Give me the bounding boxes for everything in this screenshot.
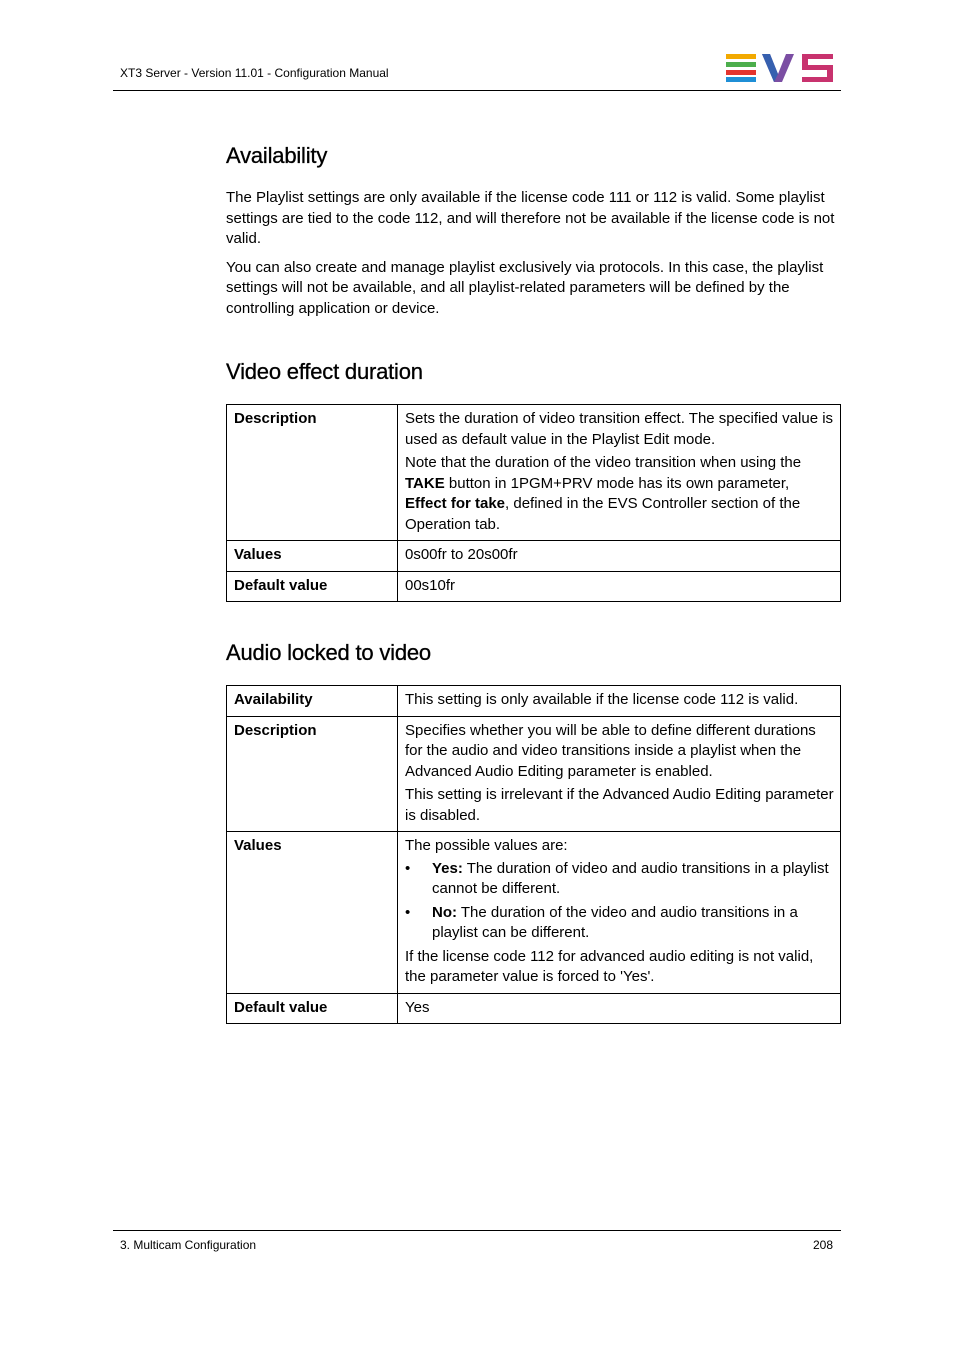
- value-label: Yes:: [432, 859, 463, 877]
- row-value-default-value: 00s10fr: [398, 571, 841, 602]
- row-key-description: Description: [227, 716, 398, 832]
- video-effect-duration-heading: Video effect duration: [226, 359, 423, 384]
- table-row: [227, 716, 841, 832]
- page-number: 208: [812, 1238, 833, 1252]
- take-button-ref: TAKE: [405, 474, 445, 492]
- availability-heading: Availability: [226, 143, 328, 168]
- list-item: [405, 859, 834, 900]
- values-outro: If the license code 112 for advanced audio editing is not valid, the parameter value is forced to 'Yes'.: [405, 947, 814, 985]
- effect-for-take-ref: Effect for take: [405, 495, 506, 512]
- row-value-description: [398, 405, 841, 541]
- row-value-values: [398, 832, 841, 994]
- value-text: The duration of the video and audio transitions in a playlist can be different.: [432, 903, 798, 941]
- value-label: No:: [432, 903, 457, 921]
- availability-paragraph-1: The Playlist settings are only available if the license code 111 or 112 is valid. Some playlist settings are tied to the code 112, and will therefore not be available if the license code is not valid.: [226, 189, 835, 247]
- table-row: [227, 541, 841, 572]
- table-row: [227, 571, 841, 602]
- evs-logo: [726, 54, 834, 82]
- page-content: [226, 140, 841, 1024]
- footer-divider: [113, 1230, 841, 1231]
- footer-section-name: 3. Multicam Configuration: [120, 1238, 257, 1252]
- audio-locked-to-video-heading: Audio locked to video: [226, 640, 431, 665]
- table-row: [227, 405, 841, 541]
- description-text-1: Sets the duration of video transition effect. The specified value is used as default value in the Playlist Edit mode.: [405, 410, 834, 448]
- row-key-availability: Availability: [227, 686, 398, 717]
- description-text-1: Specifies whether you will be able to define different durations for the audio and video transitions inside a playlist when the Advanced Audio Editing parameter is enabled.: [405, 721, 816, 780]
- value-text: The duration of video and audio transitions in a playlist cannot be different.: [432, 859, 829, 897]
- row-key-values: Values: [227, 541, 398, 572]
- description-text-2: This setting is irrelevant if the Advanced Audio Editing parameter is disabled.: [405, 786, 834, 824]
- list-item: [405, 903, 834, 944]
- row-value-values: 0s00fr to 20s00fr: [398, 541, 841, 572]
- bullet-icon: •: [405, 859, 411, 877]
- row-key-description: Description: [227, 405, 398, 541]
- audio-locked-to-video-table: [226, 685, 841, 1024]
- bullet-icon: •: [405, 903, 411, 921]
- table-row: [227, 993, 841, 1024]
- row-key-default-value: Default value: [227, 571, 398, 602]
- values-list: [405, 859, 834, 944]
- table-row: [227, 686, 841, 717]
- row-key-default-value: Default value: [227, 993, 398, 1024]
- description-text-2: Note that the duration of the video transition when using the TAKE button in 1PGM+PRV mode has its own parameter, Effect for take, defined in the EVS Controller section of the Operation tab.: [405, 454, 802, 533]
- row-key-values: Values: [227, 832, 398, 994]
- video-effect-duration-table: [226, 404, 841, 602]
- values-intro: The possible values are:: [405, 837, 568, 854]
- row-value-description: [398, 716, 841, 832]
- table-row: [227, 832, 841, 994]
- row-value-availability: This setting is only available if the license code 112 is valid.: [398, 686, 841, 717]
- document-title: XT3 Server - Version 11.01 - Configuration Manual: [120, 66, 389, 80]
- header-divider: [113, 90, 841, 91]
- row-value-default-value: Yes: [398, 993, 841, 1024]
- availability-paragraph-2: You can also create and manage playlist exclusively via protocols. In this case, the playlist settings will not be available, and all playlist-related parameters will be defined by the controlling application or device.: [226, 258, 824, 317]
